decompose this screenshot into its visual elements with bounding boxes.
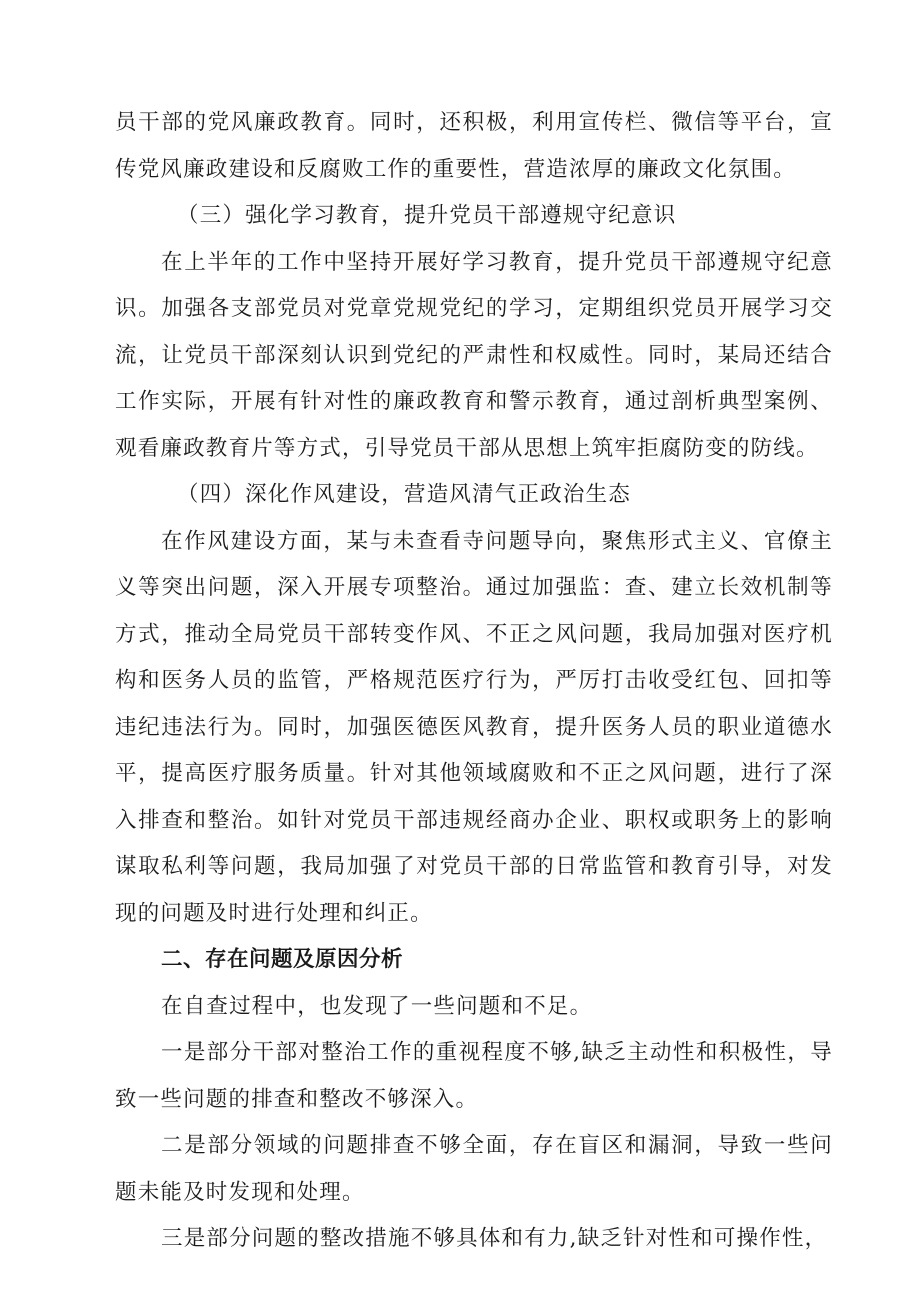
subheading-study-education: （三）强化学习教育，提升党员干部遵规守纪意识	[177, 203, 677, 228]
paragraph-problem-one: 一是部分干部对整治工作的重视程度不够,缺乏主动性和积极性，导致一些问题的排查和整改不够深入。	[115, 1040, 833, 1112]
paragraph-problem-three: 三是部分问题的整改措施不够具体和有力,缺乏针对性和可操作性，	[161, 1226, 828, 1251]
section-heading-problems: 二、存在问题及原因分析	[161, 947, 404, 972]
document-body	[115, 100, 833, 1263]
paragraph-party-education: 员干部的党风廉政教育。同时，还积极，利用宣传栏、微信等平台，宣传党风廉政建设和反腐败工作的重要性，营造浓厚的廉政文化氛围。	[115, 110, 833, 182]
paragraph-work-style: 在作风建设方面，某与未查看寺问题导向，聚焦形式主义、官僚主义等突出问题，深入开展专项整治。通过加强监：查、建立长效机制等方式，推动全局党员干部转变作风、不正之风问题，我局加强对医疗机构和医务人员的监管，严格规范医疗行为，严厉打击收受红包、回扣等违纪违法行为。同时，加强医德医风教育，提升医务人员的职业道德水平，提高医疗服务质量。针对其他领域腐败和不正之风问题，进行了深入排查和整治。如针对党员干部违规经商办企业、职权或职务上的影响谋取私利等问题，我局加强了对党员干部的日常监管和教育引导，对发现的问题及时进行处理和纠正。	[115, 528, 833, 926]
paragraph-problem-two: 二是部分领域的问题排查不够全面，存在盲区和漏洞，导致一些问题未能及时发现和处理。	[115, 1133, 833, 1205]
paragraph-problems-intro: 在自查过程中，也发现了一些问题和不足。	[161, 993, 593, 1019]
paragraph-study-education: 在上半年的工作中坚持开展好学习教育，提升党员干部遵规守纪意识。加强各支部党员对党章党规党纪的学习，定期组织党员开展学习交流，让党员干部深刻认识到党纪的严肃性和权威性。同时，某局还结合工作实际，开展有针对性的廉政教育和警示教育，通过剖析典型案例、观看廉政教育片等方式，引导党员干部从思想上筑牢拒腐防变的防线。	[115, 249, 833, 461]
subheading-work-style: （四）深化作风建设，营造风清气正政治生态	[177, 482, 632, 507]
